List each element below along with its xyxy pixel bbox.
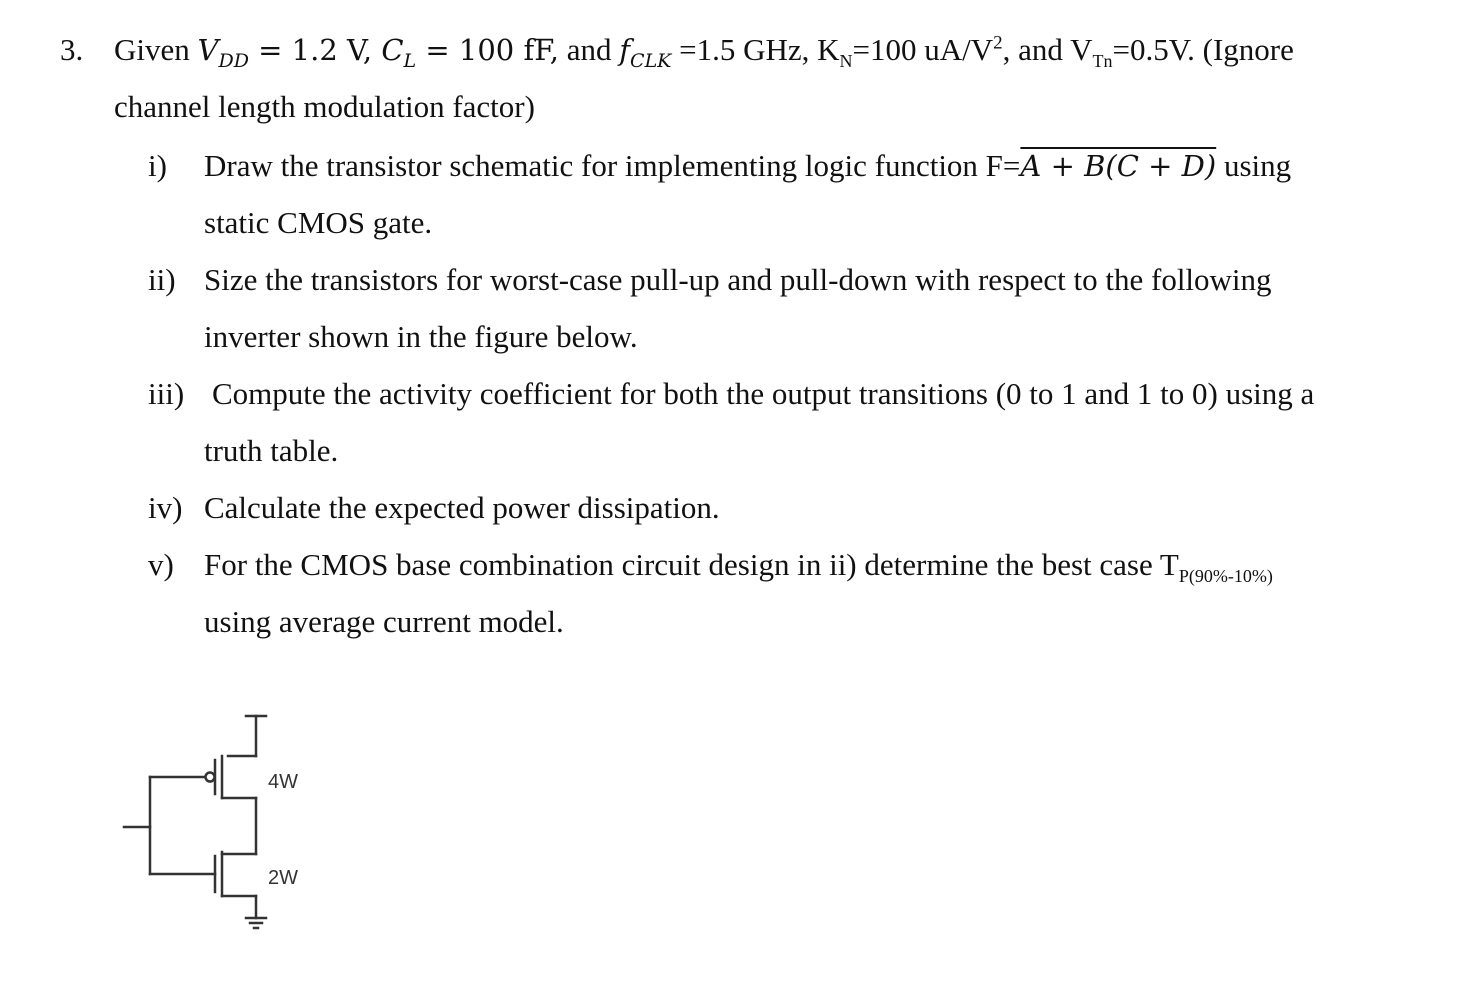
kn-subscript: N <box>839 51 853 71</box>
problem-intro-line2: channel length modulation factor) <box>114 89 535 124</box>
vt-value: =0.5V. (Ignore <box>1112 32 1294 67</box>
cl-symbol: $C_L$ <box>381 33 417 72</box>
pmos-gate-bubble <box>206 773 215 782</box>
vt-subscript: Tn <box>1092 51 1113 71</box>
nmos-width-label: 2W <box>268 867 298 889</box>
inverter-schematic <box>118 706 318 946</box>
kn-value: =100 uA/V <box>852 32 994 67</box>
item-number-ii: ii) <box>148 262 176 297</box>
item-i-text: Draw the transistor schematic for implementing logic function F= <box>204 148 1021 183</box>
problem-intro-line1 <box>114 30 1294 74</box>
item-v-line1 <box>204 545 1273 589</box>
item-number-iii: iii) <box>148 376 185 411</box>
fclk-value: =1.5 GHz, K <box>671 32 840 67</box>
item-iii-line1: Compute the activity coefficient for both the output transitions (0 to 1 and 1 to 0) using a <box>212 376 1315 411</box>
item-i-line2: static CMOS gate. <box>204 205 433 240</box>
vdd-symbol: $V_{DD}$ <box>197 33 249 72</box>
kn-superscript: 2 <box>993 32 1003 54</box>
fclk-symbol: $f_{CLK}$ <box>619 33 672 72</box>
item-number-iv: iv) <box>148 490 183 525</box>
item-ii-line1: Size the transistors for worst-case pull-up and pull-down with respect to the following <box>204 262 1272 297</box>
item-number-i: i) <box>148 148 167 183</box>
vdd-value: = 1.2 V, <box>248 33 382 67</box>
tp-subscript: P(90%-10%) <box>1178 566 1273 586</box>
item-iv-line1: Calculate the expected power dissipation. <box>204 490 720 525</box>
item-v-text: For the CMOS base combination circuit design in ii) determine the best case T <box>204 547 1179 582</box>
and-text-1: and <box>559 32 620 67</box>
given-text: Given <box>114 32 190 67</box>
item-number-v: v) <box>148 547 174 582</box>
pmos-width-label: 4W <box>268 771 298 793</box>
item-v-line2: using average current model. <box>204 604 564 639</box>
item-i-text-post: using <box>1216 148 1292 183</box>
item-ii-line2: inverter shown in the figure below. <box>204 319 638 354</box>
item-i-line1 <box>204 146 1291 186</box>
logic-function-expression: A + B(C + D) <box>1020 149 1217 183</box>
item-iii-line2: truth table. <box>204 433 339 468</box>
cl-value: = 100 fF, <box>416 33 560 67</box>
and-text-2: , and V <box>1002 32 1093 67</box>
problem-number: 3. <box>60 32 84 67</box>
